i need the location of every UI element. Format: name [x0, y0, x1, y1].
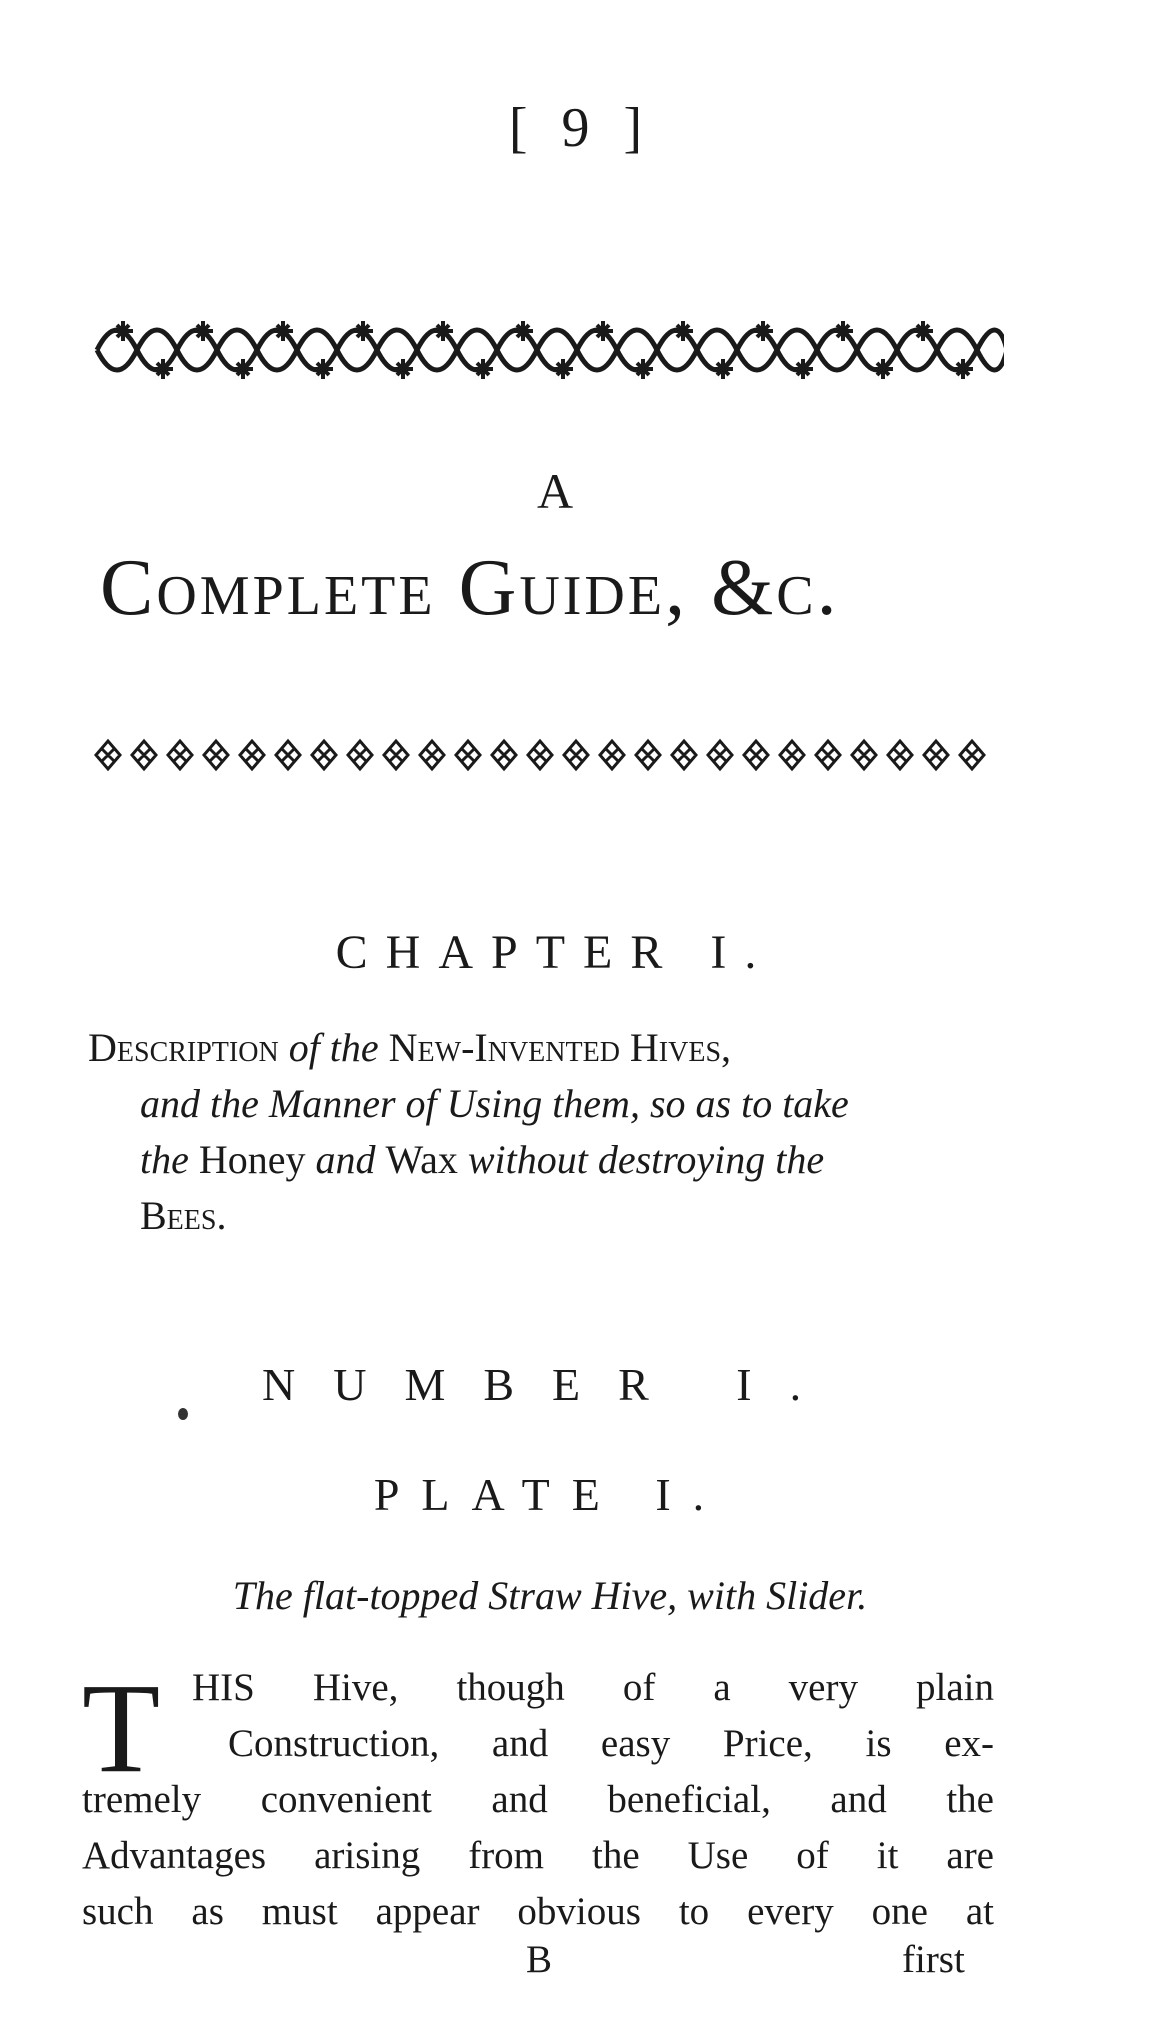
desc-word: of the: [288, 1025, 379, 1070]
desc-word: Description: [88, 1025, 279, 1070]
chapter-description-line: Bees.: [140, 1193, 227, 1238]
chapter-description-line: [88, 1132, 1003, 1188]
chapter-heading: CHAPTER I.: [335, 926, 775, 979]
number-heading: NUMBER I.: [262, 1359, 840, 1410]
ink-speck: [178, 1408, 188, 1420]
chapter-description: [88, 1020, 1003, 1244]
chapter-description-line: [88, 1020, 1003, 1076]
drop-cap: T: [82, 1657, 161, 1799]
page-number: [ 9 ]: [508, 97, 653, 159]
catchword: first: [902, 1938, 965, 1981]
body-paragraph: [82, 1657, 994, 1940]
body-line: such as must appear obvious to every one at: [82, 1890, 994, 1933]
book-title: Complete Guide, &c.: [100, 544, 840, 632]
desc-word: the: [140, 1137, 189, 1182]
desc-word: Honey: [198, 1137, 306, 1182]
chapter-description-line: and the Manner of Using them, so as to take: [140, 1081, 849, 1126]
body-line: HIS Hive, though of a very plain: [192, 1666, 994, 1709]
desc-word: without destroying the: [467, 1137, 825, 1182]
desc-word: New-Invented Hives,: [388, 1025, 732, 1070]
signature-mark: B: [526, 1938, 553, 1981]
top-ornament-border: [92, 305, 1004, 395]
middle-ornament-border: [92, 730, 1004, 780]
desc-word: Wax: [385, 1137, 458, 1182]
body-line: Construction, and easy Price, is ex-: [228, 1722, 994, 1765]
desc-word: and: [315, 1137, 376, 1182]
body-line: Advantages arising from the Use of it are: [82, 1834, 994, 1877]
body-line: tremely convenient and beneficial, and the: [82, 1778, 994, 1821]
plate-heading: PLATE I.: [373, 1469, 727, 1520]
plate-subtitle: The flat-topped Straw Hive, with Slider.: [232, 1573, 868, 1618]
title-article: A: [536, 463, 574, 519]
